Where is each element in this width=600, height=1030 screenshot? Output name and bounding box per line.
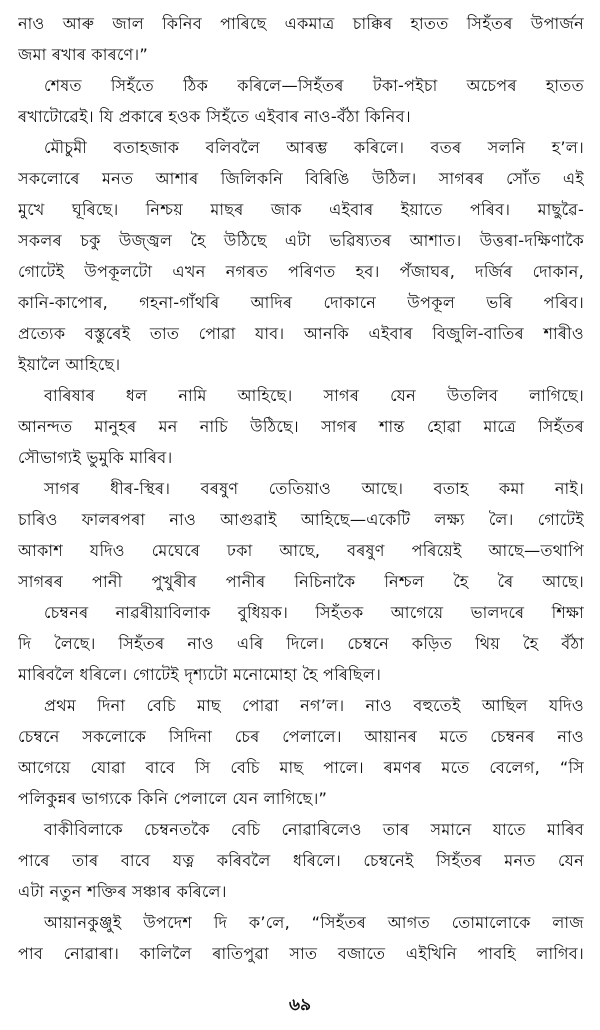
text-line: পাৰে তাৰ বাবে যত্ন কৰিবলৈ ধৰিলে। চেম্বনেই সিহঁতৰ মনত যেন bbox=[18, 851, 584, 870]
text-line: এটা নতুন শক্তিৰ সঞ্চাৰ কৰিলে। bbox=[18, 882, 227, 901]
text-line: প্ৰত্যেক বস্তুৰেই তাত পোৱা যাব। আনকি এইবাৰ বিজুলি-বাতিৰ শাৰীও bbox=[18, 324, 584, 343]
text-line: সাগৰ ধীৰ-স্থিৰ। বৰষুণ তেতিয়াও আছে। বতাহ কমা নাই। bbox=[44, 479, 584, 498]
text-line: সৌভাগ্যই ভুমুকি মাৰিব। bbox=[18, 448, 173, 467]
text-line: সাগৰৰ পানী পুখুৰীৰ পানীৰ নিচিনাকৈ নিশ্চল হৈ ৰৈ আছে। bbox=[18, 572, 584, 591]
text-line: সকলৰ চকু উজ্জ্বল হৈ উঠিছে এটা ভৱিষ্যতৰ আশাত। উত্তৰা-দক্ষিণাকৈ bbox=[18, 231, 584, 250]
text-line: প্ৰথম দিনা বেচি মাছ পোৱা নগ’ল। নাও বহুতেই আছিল যদিও bbox=[44, 696, 584, 715]
text-line: আকাশ যদিও মেঘেৰে ঢকা আছে, বৰষুণ পৰিয়েই আছে—তথাপি bbox=[18, 541, 584, 560]
text-line: চাৰিও ফালৰপৰা নাও আগুৱাই আহিছে—একেটি লক্ষ্য লৈ। গোটেই bbox=[18, 510, 584, 529]
text-line: বাকীবিলাকে চেম্বনতকৈ বেচি নোৱাৰিলেও তাৰ সমানে যাতে মাৰিব bbox=[44, 820, 584, 839]
text-line: দি লৈছে। সিহঁতৰ নাও এৰি দিলে। চেম্বনে কড়িত থিয় হৈ বঁঠা bbox=[18, 634, 584, 653]
text-line: চেম্বনৰ নাৱৰীয়াবিলাক বুধিয়ক। সিহঁতক আগেয়ে ভালদৰে শিক্ষা bbox=[44, 603, 584, 622]
text-line: আনন্দত মানুহৰ মন নাচি উঠিছে। সাগৰ শান্ত হোৱা মাত্ৰে সিহঁতৰ bbox=[18, 417, 584, 436]
text-line: চেম্বনে সকলোকে সিদিনা চেৰ পেলালে। আয়ানৰ মতে চেম্বনৰ নাও bbox=[18, 727, 584, 746]
text-line: গোটেই উপকূলটো এখন নগৰত পৰিণত হব। পঁজাঘৰ, দৰ্জিৰ দোকান, bbox=[18, 262, 584, 281]
text-line: পাব নোৱাৰা। কালিলৈ ৰাতিপুৱা সাত বজাতে এইখিনি পাবহি লাগিব। bbox=[18, 944, 584, 963]
text-line: নাও আৰু জাল কিনিব পাৰিছে একমাত্ৰ চাক্কিৰ হাতত সিহঁতৰ উপাৰ্জন bbox=[18, 14, 584, 33]
text-line: ৰখাটোৱেই। যি প্ৰকাৰে হওক সিহঁতে এইবাৰ নাও-বঁঠা কিনিব। bbox=[18, 107, 411, 126]
text-line: মাৰিবলৈ ধৰিলে। গোটেই দৃশ্যটো মনোমোহা হৈ পৰিছিল। bbox=[18, 665, 382, 684]
text-line: শেষত সিহঁতে ঠিক কৰিলে—সিহঁতৰ টকা-পইচা অচেপৰ হাতত bbox=[44, 76, 584, 95]
page-body bbox=[18, 8, 584, 969]
text-line: আয়ানকুঞ্জুই উপদেশ দি ক’লে, “সিহঁতৰ আগত তোমালোকে লাজ bbox=[44, 913, 584, 932]
text-line: বাৰিষাৰ ধল নামি আহিছে। সাগৰ যেন উতলিব লাগিছে। bbox=[44, 386, 584, 405]
text-line: কানি-কাপোৰ, গহনা-গাঁথৰি আদিৰ দোকানে উপকূল ভৰি পৰিব। bbox=[18, 293, 584, 312]
text-line: ইয়ালৈ আহিছে। bbox=[18, 355, 121, 374]
page-number: ৬৯ bbox=[288, 995, 312, 1015]
text-line: মুখে ঘূৰিছে। নিশ্চয় মাছৰ জাক এইবাৰ ইয়াতে পৰিব। মাছুৱৈ- bbox=[18, 200, 584, 219]
text-line: জমা ৰখাৰ কাৰণে।” bbox=[18, 45, 149, 64]
text-line: আগেয়ে যোৱা বাবে সি বেচি মাছ পালে। ৰমণৰ মতে বেলেগ, “সি bbox=[18, 758, 584, 777]
text-line: মৌচুমী বতাহজাক বলিবলৈ আৰম্ভ কৰিলে। বতৰ সলনি হ’ল। bbox=[44, 138, 584, 157]
text-line: পলিকুন্নৰ ভাগ্যকে কিনি পেলালে যেন লাগিছে।” bbox=[18, 789, 328, 808]
text-line: সকলোৰে মনত আশাৰ জিলিকনি বিৰিঙি উঠিল। সাগৰৰ সোঁত এই bbox=[18, 169, 584, 188]
